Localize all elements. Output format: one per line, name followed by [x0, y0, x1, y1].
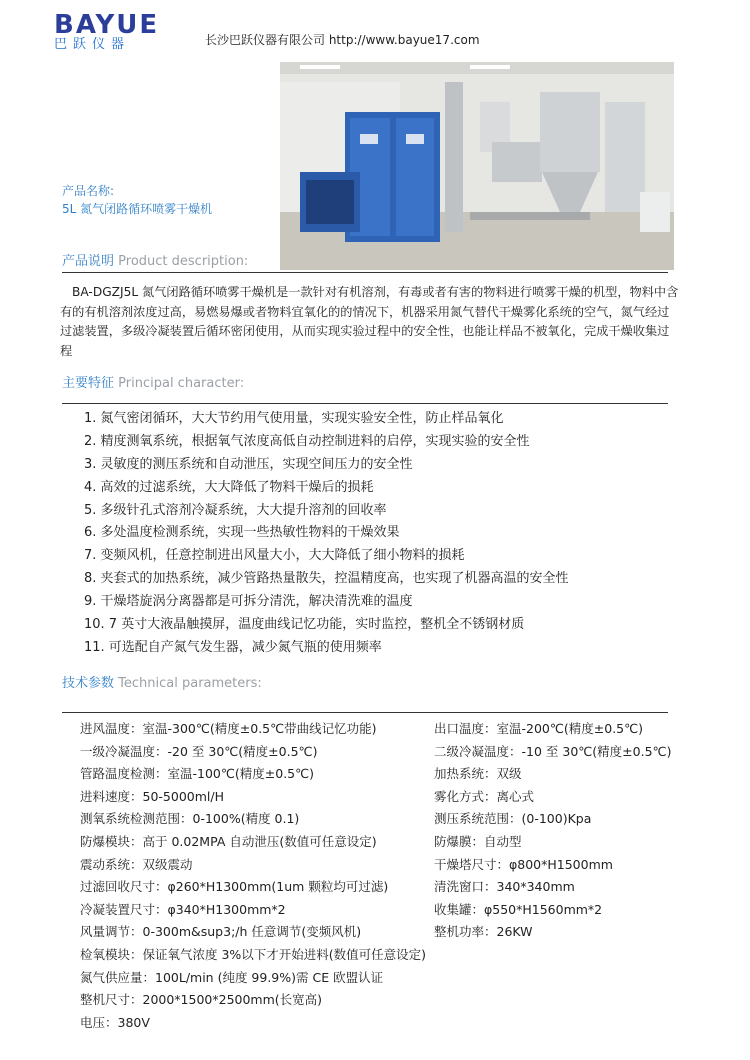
param-row	[80, 741, 680, 764]
technical-heading	[62, 672, 262, 691]
feature-item: 10. 7 英寸大液晶触摸屏，温度曲线记忆功能，实时监控，整机全不锈钢材质	[84, 617, 525, 633]
feature-item: 9. 干燥塔旋涡分离器都是可拆分清洗，解决清洗难的温度	[84, 594, 413, 610]
param-row	[80, 989, 680, 1012]
company-name-url: 长沙巴跃仪器有限公司 http://www.bayue17.com	[205, 33, 480, 47]
company-logo	[54, 12, 174, 52]
param-row	[80, 763, 680, 786]
param-row	[80, 1012, 680, 1035]
param-left: 测氧系统检测范围：0-100%(精度 0.1)	[80, 811, 300, 827]
technical-divider	[62, 712, 668, 713]
feature-item: 3. 灵敏度的测压系统和自动泄压，实现空间压力的安全性	[84, 456, 413, 472]
param-right: 二级冷凝温度：-10 至 30℃(精度±0.5℃)	[434, 743, 672, 759]
param-right: 收集罐：φ550*H1560mm*2	[434, 901, 603, 917]
param-right: 整机功率：26KW	[434, 924, 533, 940]
description-heading-en: Product description:	[118, 254, 249, 269]
features-list	[84, 408, 569, 660]
param-right: 干燥塔尺寸：φ800*H1500mm	[434, 856, 613, 872]
param-left: 进风温度：室温-300℃(精度±0.5℃带曲线记忆功能)	[80, 721, 377, 736]
param-left: 检氧模块：保证氧气浓度 3%以下才开始进料(数值可任意设定)	[80, 946, 427, 962]
param-right: 加热系统：双级	[434, 766, 522, 782]
param-left: 管路温度检测：室温-100℃(精度±0.5℃)	[80, 766, 315, 782]
product-name-label: 产品名称:	[62, 184, 115, 198]
logo-chinese-name: 巴跃仪器	[54, 37, 131, 52]
param-row	[80, 967, 680, 990]
description-heading	[62, 250, 248, 269]
equipment-illustration	[280, 62, 674, 270]
param-row	[80, 944, 680, 967]
feature-item: 4. 高效的过滤系统，大大降低了物料干燥后的损耗	[84, 479, 374, 495]
description-text: BA-DGZJ5L 氮气闭路循环喷雾干燥机是一款针对有机溶剂，有毒或者有害的物料进行喷雾干燥的机型，物料中含有的有机溶剂浓度过高，易燃易爆或者物料宜氧化的的情况下，机器采用氮气替代干燥雾化系统的空气，氮气经过过滤装置，多级冷凝装置后循环密闭使用，从而实现实验过程中的安全性，也能让样品不被氧化，完成干燥收集过程	[60, 285, 679, 358]
description-divider	[62, 272, 668, 273]
param-left: 电压：380V	[80, 1014, 150, 1030]
param-row	[80, 786, 680, 809]
feature-item: 11. 可选配自产氮气发生器，减少氮气瓶的使用频率	[84, 639, 382, 655]
logo-wordmark: BAYUE	[54, 10, 160, 40]
feature-item: 7. 变频风机，任意控制进出风量大小，大大降低了细小物料的损耗	[84, 548, 465, 564]
param-row	[80, 899, 680, 922]
param-left: 震动系统：双级震动	[80, 856, 193, 872]
feature-item: 6. 多处温度检测系统，实现一些热敏性物料的干燥效果	[84, 525, 400, 541]
param-left: 一级冷凝温度：-20 至 30℃(精度±0.5℃)	[80, 743, 318, 759]
technical-heading-cn: 技术参数	[62, 676, 115, 691]
param-row	[80, 718, 680, 741]
param-right: 防爆膜：自动型	[434, 833, 522, 849]
param-left: 风量调节：0-300m&sup3;/h 任意调节(变频风机)	[80, 924, 362, 940]
param-left: 整机尺寸：2000*1500*2500mm(长宽高)	[80, 992, 323, 1008]
feature-item: 8. 夹套式的加热系统，减少管路热量散失，控温精度高，也实现了机器高温的安全性	[84, 571, 569, 587]
param-row	[80, 854, 680, 877]
features-heading	[62, 372, 244, 391]
technical-parameters-table	[80, 718, 680, 1034]
feature-item: 2. 精度测氧系统，根据氧气浓度高低自动控制进料的启停，实现实验的安全性	[84, 433, 530, 449]
param-right: 出口温度：室温-200℃(精度±0.5℃)	[434, 721, 644, 736]
product-name-value: 5L 氮气闭路循环喷雾干燥机	[62, 202, 213, 216]
product-photo	[280, 62, 674, 270]
param-left: 过滤回收尺寸：φ260*H1300mm(1um 颗粒均可过滤)	[80, 879, 389, 895]
param-left: 冷凝装置尺寸：φ340*H1300mm*2	[80, 901, 286, 917]
feature-item: 1. 氮气密闭循环，大大节约用气使用量，实现实验安全性，防止样品氧化	[84, 411, 504, 426]
features-heading-en: Principal character:	[118, 376, 245, 391]
features-heading-cn: 主要特征	[62, 376, 115, 391]
param-left: 氮气供应量：100L/min (纯度 99.9%)需 CE 欧盟认证	[80, 969, 384, 985]
param-row	[80, 808, 680, 831]
param-right: 雾化方式：离心式	[434, 788, 535, 804]
param-row	[80, 876, 680, 899]
param-row	[80, 831, 680, 854]
technical-heading-en: Technical parameters:	[118, 676, 262, 691]
description-heading-cn: 产品说明	[62, 254, 115, 269]
features-divider	[62, 403, 668, 404]
feature-item: 5. 多级针孔式溶剂冷凝系统，大大提升溶剂的回收率	[84, 502, 387, 518]
param-right: 测压系统范围：(0-100)Kpa	[434, 811, 592, 827]
param-right: 清洗窗口：340*340mm	[434, 879, 575, 895]
param-row	[80, 921, 680, 944]
param-left: 进料速度：50-5000ml/H	[80, 788, 224, 804]
param-left: 防爆模块：高于 0.02MPA 自动泄压(数值可任意设定)	[80, 833, 377, 849]
